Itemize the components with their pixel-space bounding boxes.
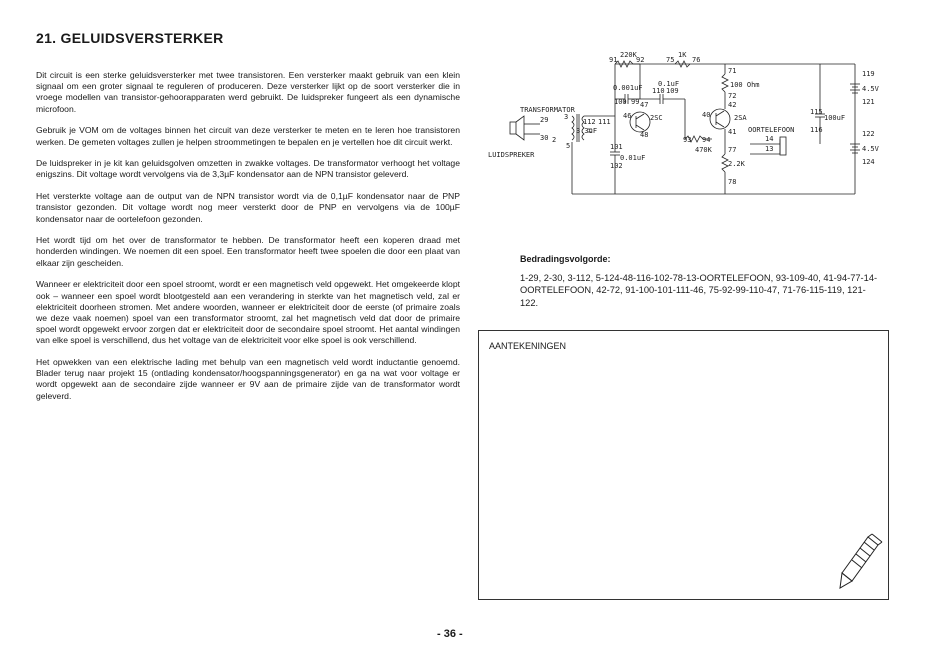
c2-label: 0.1uF — [658, 80, 680, 88]
node-label: 101 — [610, 143, 623, 151]
node-label: 47 — [640, 101, 649, 109]
node-label: 119 — [862, 70, 875, 78]
speaker-label: LUIDSPREKER — [488, 151, 535, 159]
notes-box — [478, 330, 889, 600]
node-label: 2 — [552, 136, 557, 144]
body-text — [36, 70, 460, 412]
page-title: 21. GELUIDSVERSTERKER — [36, 30, 224, 46]
earphone-label: OORTELEFOON — [748, 126, 795, 134]
node-label: 112 — [583, 118, 596, 126]
node-label: 46 — [623, 112, 632, 120]
q2-label: 2SA — [734, 114, 747, 122]
node-label: 91 — [609, 56, 618, 64]
q1-label: 2SC — [650, 114, 663, 122]
node-label: 40 — [702, 111, 711, 119]
node-label: 13 — [765, 145, 774, 153]
node-label: 121 — [862, 98, 875, 106]
paragraph: De luidspreker in je kit kan geluidsgolven omzetten in zwakke voltages. De transformator verhoogt het voltage enigszins. Dit voltage wordt vervolgens via de 3,3µF kondensator aan de NPN transistor geleverd. — [36, 158, 460, 180]
node-label: 75 — [666, 56, 675, 64]
node-label: 100 — [614, 98, 627, 106]
node-label: 109 — [666, 87, 679, 95]
r2-label: 1K — [678, 51, 687, 59]
c4-label: 0.01uF — [620, 154, 646, 162]
node-label: 30 — [540, 134, 549, 142]
r5-label: 2.2K — [728, 160, 745, 168]
node-label: 124 — [862, 158, 875, 166]
paragraph: Dit circuit is een sterke geluidsversterker met twee transistoren. Een versterker maakt gebruik van een klein signaal om een groter signaal te reguleren of produceren. Deze versterker lijkt op de soort versterker die in vroege modellen van transistor-gehoorapparaten werd gebruikt. De luidspreker fungeert als een dynamische microfoon. — [36, 70, 460, 114]
node-label: 93 — [683, 136, 692, 144]
battery-label: 4.5V — [862, 85, 879, 93]
r4-label: 470K — [695, 146, 712, 154]
node-label: 78 — [728, 178, 737, 186]
battery-label: 4.5V — [862, 145, 879, 153]
paragraph: Het versterkte voltage aan de output van de NPN transistor wordt via de 0,1µF kondensator naar de PNP transistor gezonden. Dit voltage wordt nog meer versterkt door de PNP en vervolgens via de 100µF kondensator naar de oortelefoon gezonden. — [36, 191, 460, 224]
wiring-order-text: 1-29, 2-30, 3-112, 5-124-48-116-102-78-13-OORTELEFOON, 93-109-40, 41-94-77-14-OORTELEFOON, 42-72, 91-100-101-111-46, 75-92-99-110-47, 71-76-115-119, 121-122. — [520, 273, 878, 308]
circuit-diagram — [480, 44, 880, 204]
node-label: 76 — [692, 56, 701, 64]
node-label: 102 — [610, 162, 623, 170]
node-label: 72 — [728, 92, 737, 100]
notes-label: AANTEKENINGEN — [489, 341, 567, 351]
node-label: 41 — [728, 128, 737, 136]
c1-label: 0.001uF — [613, 84, 643, 92]
c3-label: 3.3uF — [576, 127, 598, 135]
node-label: 115 — [810, 108, 823, 116]
node-label: 94 — [702, 136, 711, 144]
node-label: 116 — [810, 126, 823, 134]
paragraph: Gebruik je VOM om de voltages binnen het circuit van deze versterker te meten en te leren hoe transistoren werken. De gemeten voltages zullen je helpen stroommetingen te bepalen en je vertellen hoe dit circuit werkt. — [36, 125, 460, 147]
page-number: - 36 - — [437, 628, 463, 640]
node-label: 111 — [598, 118, 611, 126]
node-label: 99 — [631, 98, 640, 106]
node-label: 77 — [728, 146, 737, 154]
transformer-label: TRANSFORMATOR — [520, 106, 575, 114]
paragraph: Het wordt tijd om het over de transformator te hebben. De transformator heeft een koperen draad met honderden windingen. We noemen dit een spoel. Een transformator heeft twee spoelen die door een plaat van elkaar zijn gescheiden. — [36, 235, 460, 268]
pencil-icon — [838, 533, 884, 593]
r3-label: 100 Ohm — [730, 81, 760, 89]
node-label: 29 — [540, 116, 549, 124]
node-label: 110 — [652, 87, 665, 95]
paragraph: Het opwekken van een elektrische lading met behulp van een magnetisch veld wordt inductantie genoemd. Blader terug naar projekt 15 (ontlading kondensator/hoogspanningsgenerator) en ga na wat voor voltage er wordt opgewekt aan de secondaire zijde wanneer er 9V aan de primaire zijde van de transformator wordt geleverd. — [36, 357, 460, 401]
node-label: 122 — [862, 130, 875, 138]
node-label: 42 — [728, 101, 737, 109]
node-label: 48 — [640, 131, 649, 139]
node-label: 71 — [728, 67, 737, 75]
c5-label: 100uF — [824, 114, 846, 122]
wiring-order-heading: Bedradingsvolgorde: — [520, 254, 611, 264]
node-label: 3 — [564, 113, 569, 121]
node-label: 5 — [566, 142, 571, 150]
r1-label: 220K — [620, 51, 637, 59]
node-label: 14 — [765, 135, 774, 143]
paragraph: Wanneer er elektriciteit door een spoel stroomt, wordt er een magnetisch veld opgewekt. Het omgekeerde klopt ook – wanneer een spoel wordt blootgesteld aan een verandering in sterkte van het magnetisch veld, zal er elektriciteit doorheen stromen. Met andere woorden, wanneer er elektriciteit door de eerste (of primaire zoals we deze vaak noemen) spoel van een transformator stroomt, zal het magnetisch veld dat door de primaire spoel wordt opgewekt ervoor zorgen dat er elektriciteit door de secondaire spoel stroomt. Het aantal windingen van elke spoel is verschillend, dus het voltage van de elektriciteit voor elke spoel is ook verschillend. — [36, 279, 460, 346]
node-label: 92 — [636, 56, 645, 64]
